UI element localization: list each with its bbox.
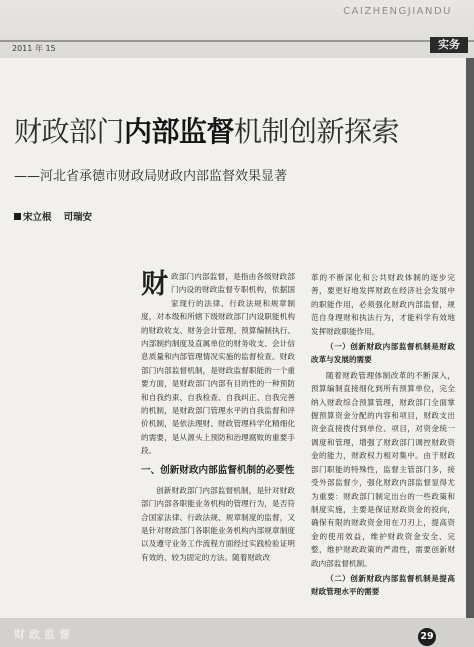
square-bullet-icon (14, 213, 21, 220)
author-name: 宋立根 (23, 212, 52, 223)
section-tag: 实务 (430, 37, 468, 53)
title-part-2: 机制创新探索 (234, 115, 400, 148)
header-divider (0, 40, 474, 42)
subsection-heading: （一）创新财政内部监督机制是财政改革与发展的需要 (311, 342, 455, 365)
masthead-brand: CAIZHENGJIANDU (343, 6, 452, 17)
body-paragraph: 革的不断深化和公共财政体制的逐步完善，要更好地发挥财政在经济社会发展中的职能作用，必须强化财政内部监督，规范自身理财和执法行为，才能科学有效地发挥财政职能作用。 (311, 273, 455, 336)
drop-cap: 财 (141, 269, 168, 300)
section-heading: 一、创新财政内部监督机制的必要性 (141, 464, 295, 476)
author-name: 司瑞安 (63, 212, 93, 223)
journal-name: 财政监督 (14, 628, 74, 641)
article-title (14, 110, 466, 150)
right-text-column (311, 271, 455, 601)
page-number: 29 (418, 628, 436, 646)
author-line (14, 209, 92, 223)
title-highlight: 内部监督 (124, 115, 235, 148)
paragraph-text: 政部门内部监督，是指由各级财政部门内设的财政监督专职机构，依据国家现行的法律、行政法规和规章制度，对本级和所辖下级财政部门内设职能机构的财政收支、财务会计管理、预算编制执行、内部制约制度及直属单位的财务收支、会计信息质量和内部管理情况实施的监督检查。财政部门内部监督机制，是财政监督职能的一个重要方面，是财政部门内部有目的性的一种预防和自我约束、自我检查、自我纠正、自我完善的机制，是财政部门管理水平的自我监督和评价机制，是依法理财、财政管理科学化精细化的需要，是从源头上预防和治理腐败的重要手段。 (141, 272, 295, 456)
intro-paragraph (141, 270, 295, 458)
title-part-1: 财政部门 (14, 115, 125, 148)
subsection-heading: （二）创新财政内部监督机制是提高财政管理水平的需要 (311, 573, 455, 597)
left-text-column (141, 270, 295, 564)
article-subtitle: ——河北省承德市财政局财政内部监督效果显著 (14, 169, 288, 184)
issue-number: 2011 年 15 (12, 44, 56, 53)
body-paragraph: 随着财政管理体制改革的不断深入，预算编制直接细化到所有预算单位，完全纳入财政综合预算管理，财政部门全面掌握预算资金分配的内容和项目，财政支出资金直接拨付到单位、项目，对资金统一调度和管理，增强了财政部门调控财政资金的能力，财政权力相对集中。由于财政部门职能的特殊性，监督主管部门多，接受外部监督少，强化财政内部监督显得尤为重要：财政部门制定出台的一些政策和制度实施，主要是保证财政资金的投向，确保有限的财政资金用在刀刃上，提高资金的使用效益，维护财政资金安全、完整，维护财政政策的严肃性，需要创新财政内部监督机制。 (311, 370, 455, 568)
body-paragraph: 创新财政部门内部监督机制，是针对财政部门内部各职能业务机构的管理行为，是否符合国家法律、行政法规、规章制度的监督，又是针对财政部门各职能业务机构内部规章制度以及遵守业务工作流程方面经过实践检验证明有效的、较为固定的方法。随着财政改 (141, 485, 295, 562)
side-bar (466, 58, 474, 618)
